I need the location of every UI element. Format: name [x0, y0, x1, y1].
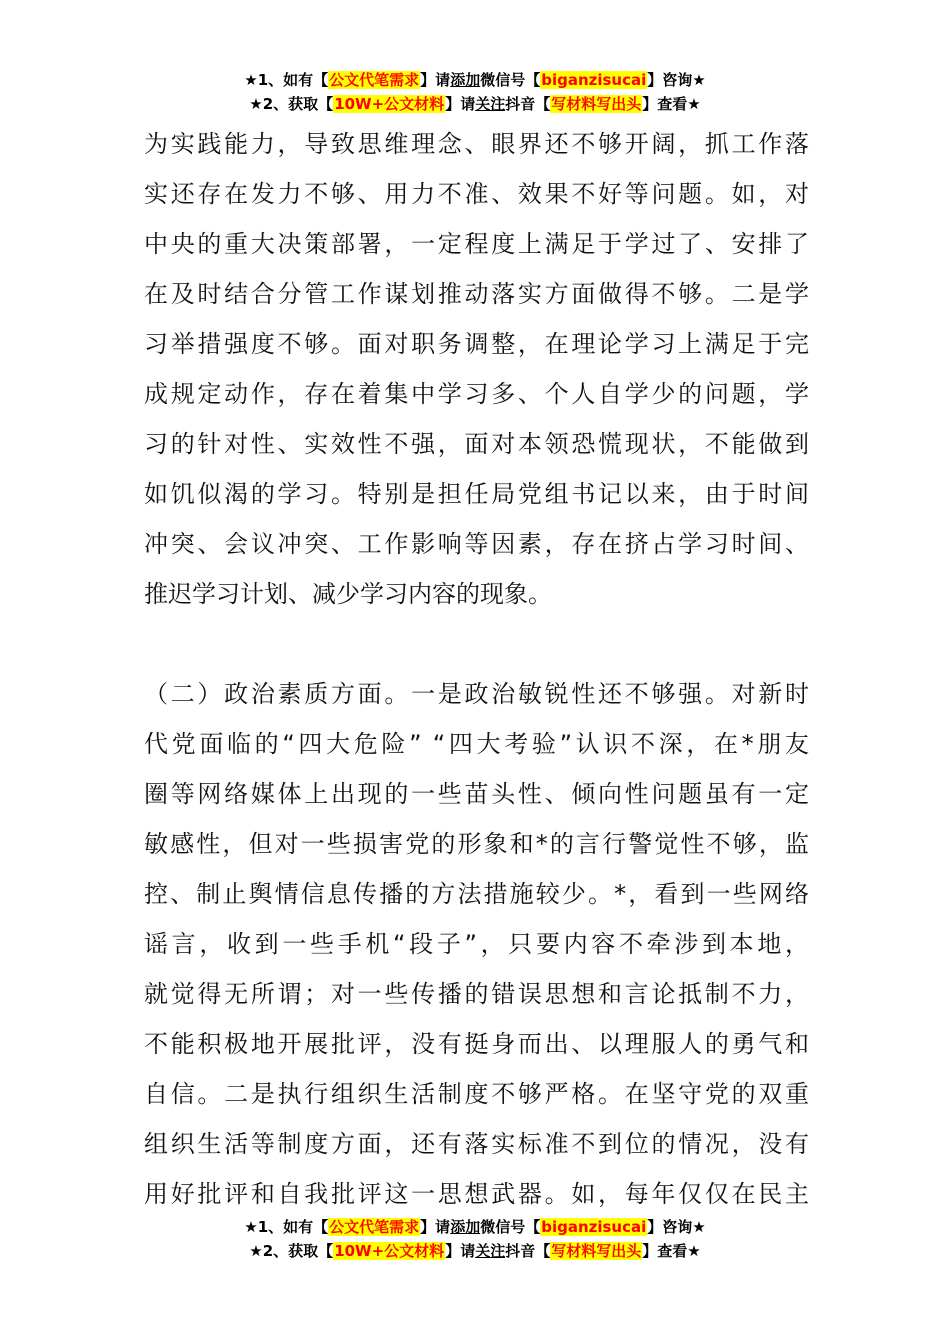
highlight-douyin-account: 写材料写出头 — [551, 95, 642, 113]
text-line: 习的针对性、实效性不强，面对本领恐慌现状，不能做到 — [144, 430, 809, 458]
highlight-douyin-account: 写材料写出头 — [551, 1242, 642, 1260]
highlight-service: 公文代笔需求 — [329, 1218, 420, 1236]
text-line: 为实践能力，导致思维理念、眼界还不够开阔，抓工作落 — [144, 130, 809, 158]
text-line: 组织生活等制度方面，还有落实标准不到位的情况，没有 — [144, 1130, 809, 1158]
text-line: 代党面临的“四大危险” “四大考验”认识不深，在*朋友 — [144, 730, 809, 758]
text-line: 推迟学习计划、减少学习内容的现象。 — [144, 580, 552, 608]
highlight-materials: 10W+公文材料 — [334, 1242, 445, 1260]
banner-line-1: ★1、如有【公文代笔需求】请添加微信号【biganzisucai】咨询★ — [244, 71, 706, 89]
text-line: 中央的重大决策部署，一定程度上满足于学过了、安排了 — [144, 230, 809, 258]
footer-banner — [0, 1215, 950, 1263]
text-line: 如饥似渴的学习。特别是担任局党组书记以来，由于时间 — [144, 480, 809, 508]
highlight-wechat-id: biganzisucai — [541, 71, 647, 89]
text-line: 在及时结合分管工作谋划推动落实方面做得不够。二是学 — [144, 280, 809, 308]
highlight-wechat-id: biganzisucai — [541, 1218, 647, 1236]
text-line: 敏感性，但对一些损害党的形象和*的言行警觉性不够，监 — [144, 830, 809, 858]
text-line: 谣言，收到一些手机“段子”，只要内容不牵涉到本地， — [144, 930, 809, 958]
text-line: 控、制止舆情信息传播的方法措施较少。*，看到一些网络 — [144, 880, 809, 908]
header-banner — [0, 68, 950, 116]
text-line: 用好批评和自我批评这一思想武器。如，每年仅仅在民主 — [144, 1180, 809, 1208]
paragraph-1 — [144, 119, 809, 619]
highlight-materials: 10W+公文材料 — [334, 95, 445, 113]
highlight-service: 公文代笔需求 — [329, 71, 420, 89]
text-line: 冲突、会议冲突、工作影响等因素，存在挤占学习时间、 — [144, 530, 809, 558]
text-line: 实还存在发力不够、用力不准、效果不好等问题。如，对 — [144, 180, 809, 208]
banner-line-1: ★1、如有【公文代笔需求】请添加微信号【biganzisucai】咨询★ — [244, 1218, 706, 1236]
text-line: （二）政治素质方面。一是政治敏锐性还不够强。对新时 — [144, 680, 809, 708]
text-line: 就觉得无所谓；对一些传播的错误思想和言论抵制不力， — [144, 980, 809, 1008]
text-line: 不能积极地开展批评，没有挺身而出、以理服人的勇气和 — [144, 1030, 809, 1058]
banner-line-2: ★2、获取【10W+公文材料】请关注抖音【写材料写出头】查看★ — [249, 95, 701, 113]
paragraph-2 — [144, 669, 809, 1219]
text-line: 成规定动作，存在着集中学习多、个人自学少的问题，学 — [144, 380, 809, 408]
text-line: 自信。二是执行组织生活制度不够严格。在坚守党的双重 — [144, 1080, 809, 1108]
text-line: 习举措强度不够。面对职务调整，在理论学习上满足于完 — [144, 330, 809, 358]
text-line: 圈等网络媒体上出现的一些苗头性、倾向性问题虽有一定 — [144, 780, 809, 808]
banner-line-2: ★2、获取【10W+公文材料】请关注抖音【写材料写出头】查看★ — [249, 1242, 701, 1260]
